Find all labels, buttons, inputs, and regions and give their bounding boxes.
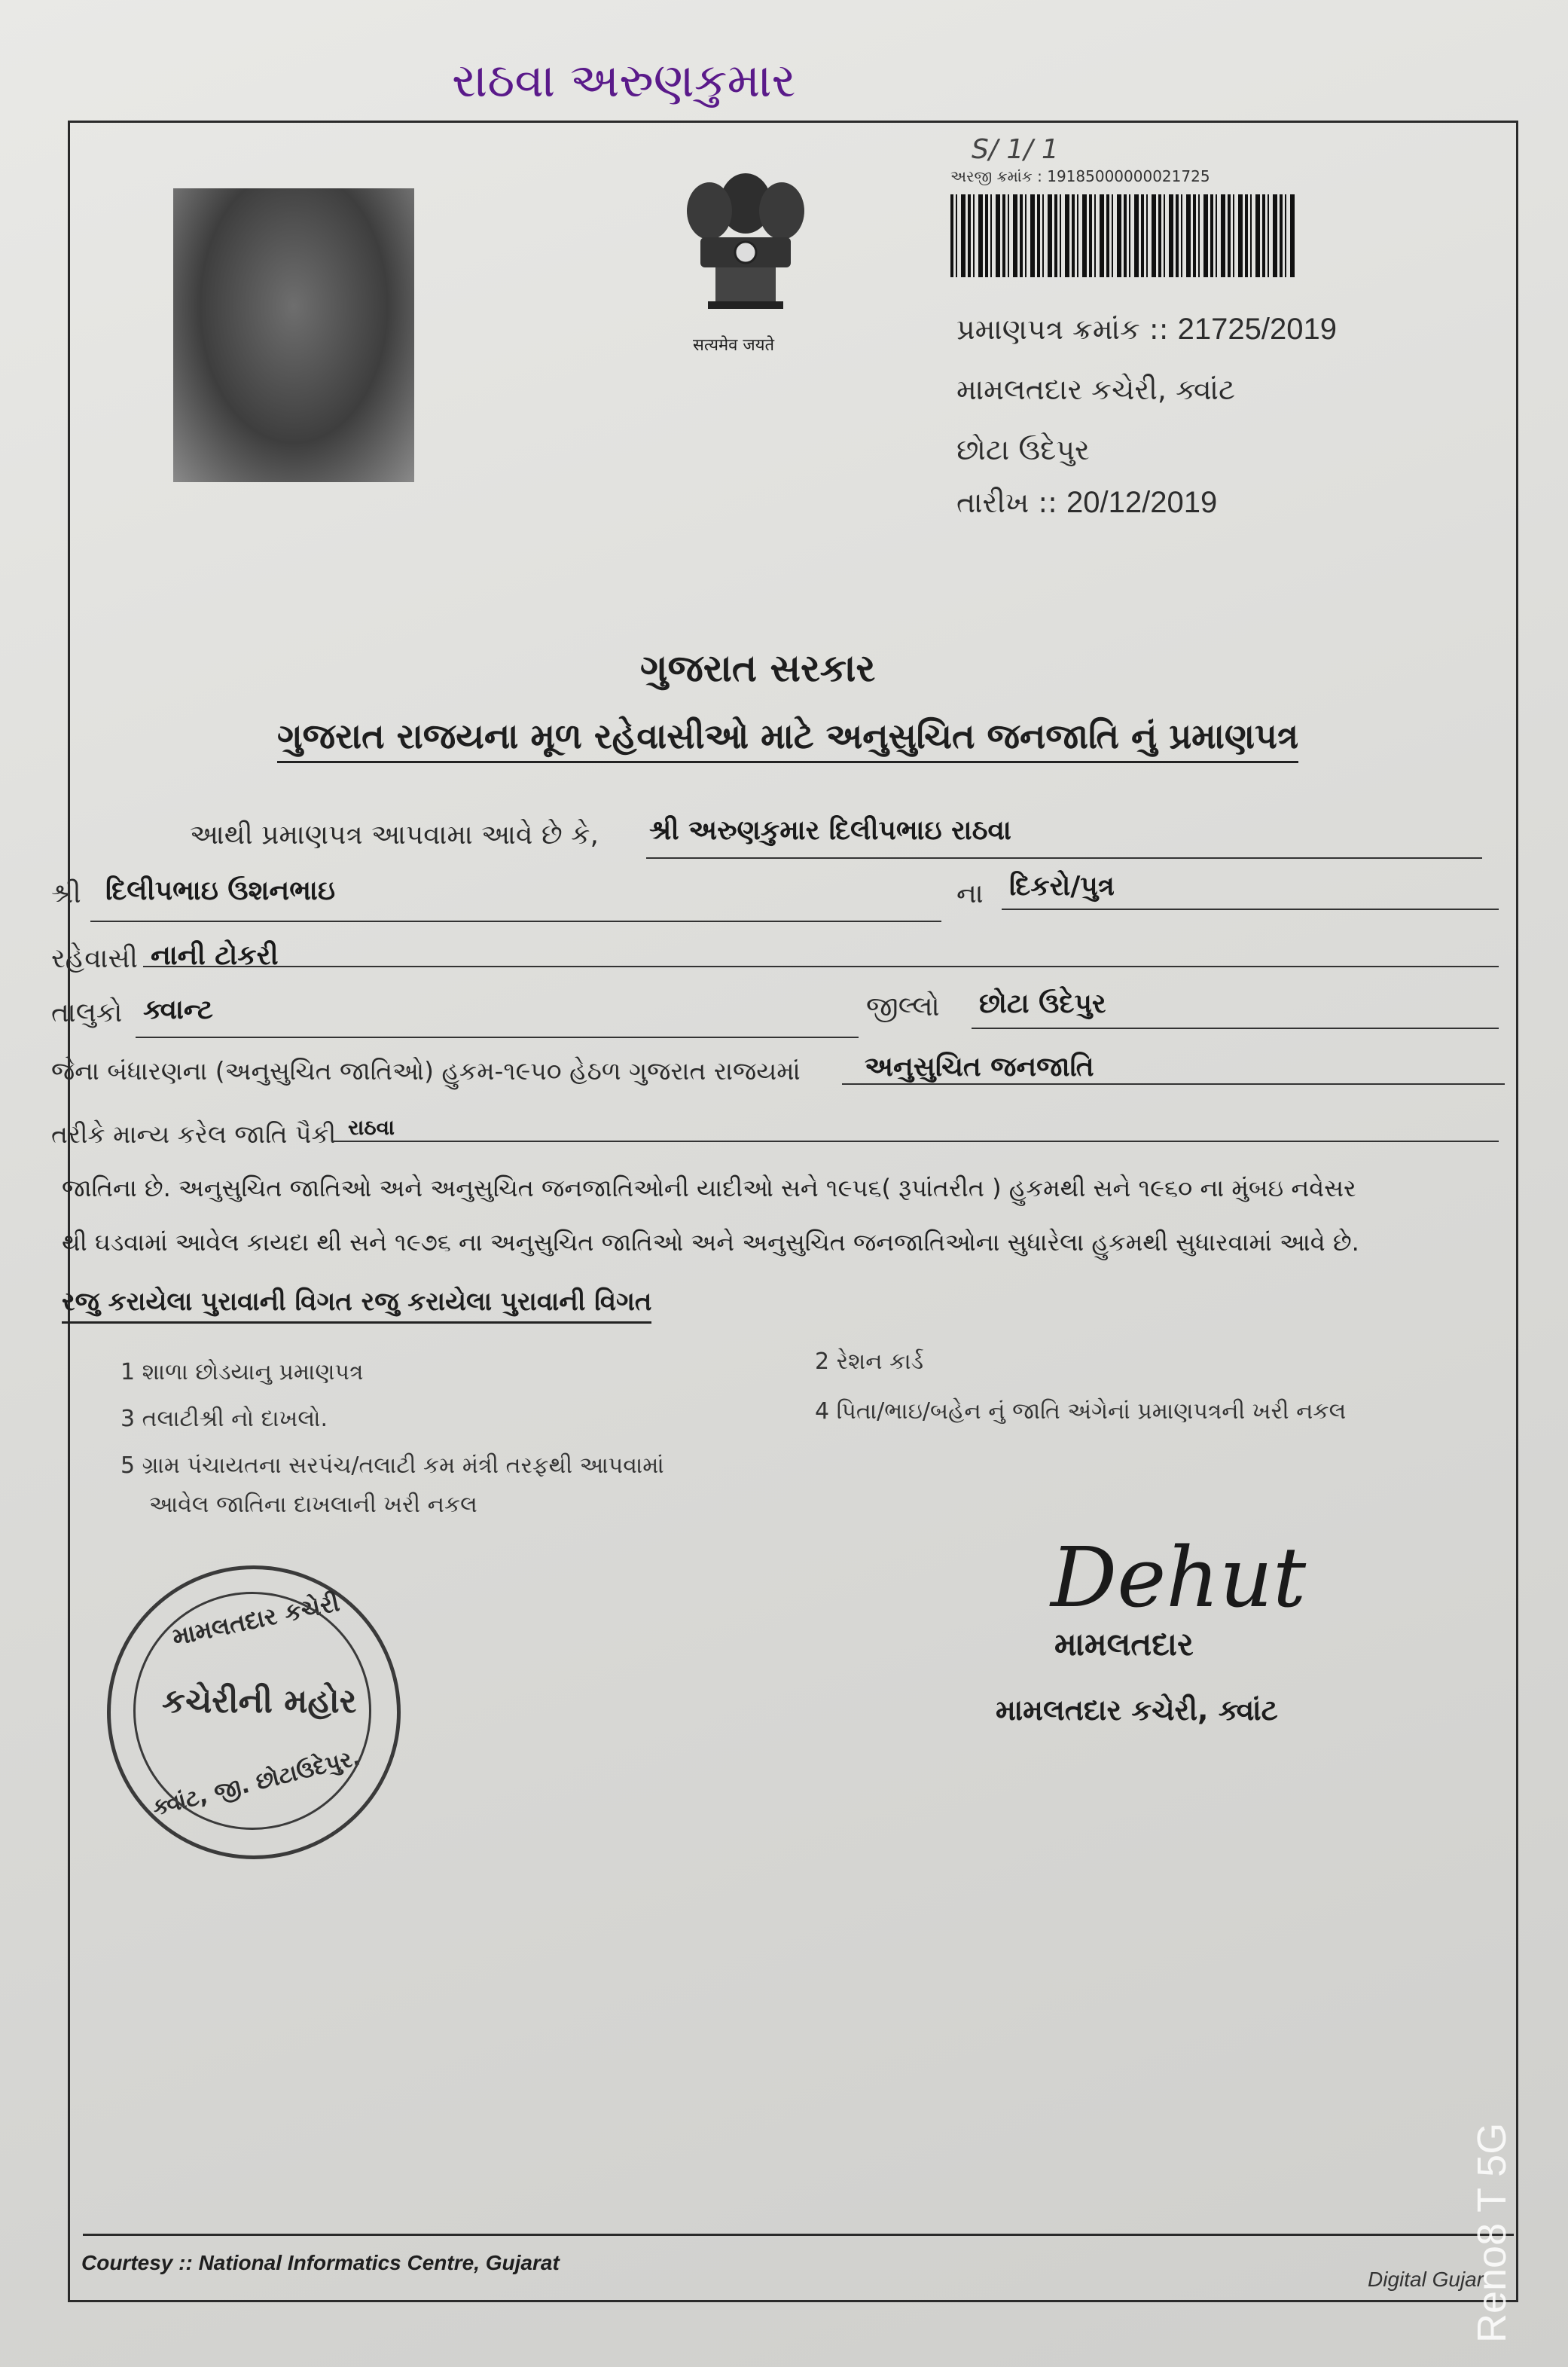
handwritten-name: રાઠવા અરુણકુમાર: [452, 53, 796, 108]
na-label: ના: [956, 878, 984, 909]
footer-courtesy: Courtesy :: National Informatics Centre, Gujarat: [81, 2251, 560, 2274]
category-underline: [842, 1083, 1505, 1085]
page-title: ગુજરાત સરકાર: [640, 646, 876, 690]
legal-paragraph-line1: જાતિના છે. અનુસુચિત જાતિઓ અને અનુસુચિત જનજાતિઓની યાદીઓ સને ૧૯૫૬( રૂપાંતરીત ) હુકમથી સને ૧૯૬૦ ના મુંબઇ નવેસર: [62, 1174, 1356, 1202]
certificate-number: 21725/2019: [1177, 313, 1337, 346]
recognized-label: તરીકે માન્ય કરેલ જાતિ પૈકી: [51, 1119, 337, 1149]
signature: Dehut: [1051, 1529, 1307, 1626]
resident-underline: [143, 966, 1499, 967]
seal-center-text: કચેરીની મહોર: [162, 1682, 357, 1721]
taluka-value: ક્વાન્ટ: [143, 994, 213, 1025]
evidence-item: 4 પિતા/ભાઇ/બહેન નું જાતિ અંગેનાં પ્રમાણપત્રની ખરી નકલ: [815, 1398, 1347, 1425]
office-seal: [107, 1565, 401, 1859]
taluka-underline: [136, 1037, 859, 1038]
taluka-label: તાલુકો: [51, 997, 123, 1028]
date-row: [956, 486, 1217, 520]
barcode-icon: [950, 194, 1297, 277]
resident-label: રહેવાસી: [51, 943, 138, 974]
resident-value: નાની ટોકરી: [151, 940, 279, 971]
seal-top-text: મામલતદાર કચેરી: [169, 1587, 343, 1652]
date-label: તારીખ ::: [956, 486, 1057, 519]
application-number: અરજી ક્રમાંક : 19185000000021725: [950, 167, 1210, 185]
certificate-subtitle: ગુજરાત રાજયના મૂળ રહેવાસીઓ માટે અનુસુચિત જનજાતિ નું પ્રમાણપત્ર: [277, 716, 1298, 763]
evidence-item: 3 તલાટીશ્રી નો દાખલો.: [120, 1406, 328, 1432]
certificate-number-label: પ્રમાણપત્ર ક્રમાંક ::: [956, 313, 1169, 346]
signatory-title: મામલતદાર: [1054, 1626, 1194, 1663]
applicant-name: શ્રી અરુણકુમાર દિલીપભાઇ રાઠવા: [649, 815, 1011, 846]
name-underline: [646, 857, 1482, 859]
legal-paragraph-line2: થી ઘડવામાં આવેલ કાયદા થી સને ૧૯૭૬ ના અનુસુચિત જાતિઓ અને અનુસુચિત જનજાતિઓના સુધારેલા હુકમથી સુધારવામાં આવે છે.: [62, 1228, 1359, 1257]
camera-watermark: Reno8 T 5G: [1469, 2122, 1515, 2343]
applicant-photo: [173, 188, 414, 482]
issue-date: 20/12/2019: [1066, 486, 1218, 519]
signatory-office: મામલતદાર કચેરી, ક્વાંટ: [996, 1694, 1278, 1727]
evidence-heading: રજુ કરાયેલા પુરાવાની વિગત રજુ કરાયેલા પુરાવાની વિગત: [62, 1287, 651, 1324]
seal-bottom-text: ક્વાંટ, જી. છોટાઉદેપુર.: [149, 1744, 364, 1822]
footer-right: Digital Gujar: [1368, 2268, 1484, 2291]
evidence-item: 1 શાળા છોડયાનુ પ્રમાણપત્ર: [120, 1359, 364, 1385]
relation-value: દિકરો/પુત્ર: [1009, 871, 1115, 902]
intro-text: આથી પ્રમાણપત્ર આપવામા આવે છે કે,: [190, 820, 599, 851]
relation-underline: [1002, 909, 1499, 910]
father-underline: [90, 921, 941, 922]
national-emblem-icon: [663, 151, 828, 362]
evidence-item: 2 રેશન કાર્ડ: [815, 1348, 924, 1375]
footer-divider: [83, 2234, 1514, 2236]
district-underline: [972, 1028, 1499, 1029]
certificate-number-row: [956, 313, 1337, 347]
issuing-office: મામલતદાર કચેરી, ક્વાંટ: [956, 373, 1236, 406]
handwritten-mark: S/ 1/ 1: [972, 134, 1059, 165]
father-name: દિલીપભાઇ ઉશનભાઇ: [105, 875, 335, 906]
evidence-item: આવેલ જાતિના દાખલાની ખરી નકલ: [149, 1492, 477, 1518]
caste-underline: [331, 1141, 1499, 1142]
caste-value: રાઠવા: [348, 1115, 395, 1140]
issuing-place: છોટા ઉદેપુર: [956, 433, 1090, 466]
district-value: છોટા ઉદેપુર: [979, 988, 1106, 1019]
category-value: અનુસુચિત જનજાતિ: [865, 1052, 1094, 1083]
evidence-item: 5 ગ્રામ પંચાયતના સરપંચ/તલાટી કમ મંત્રી તરફથી આપવામાં: [120, 1452, 664, 1479]
shri-label: શ્રી: [51, 878, 81, 909]
order-text: જેના બંધારણના (અનુસુચિત જાતિઓ) હુકમ-૧૯૫૦ હેઠળ ગુજરાત રાજયમાં: [51, 1056, 801, 1086]
emblem-motto: सत्यमेव जयते: [693, 336, 775, 355]
district-label: જીલ્લો: [866, 991, 940, 1022]
